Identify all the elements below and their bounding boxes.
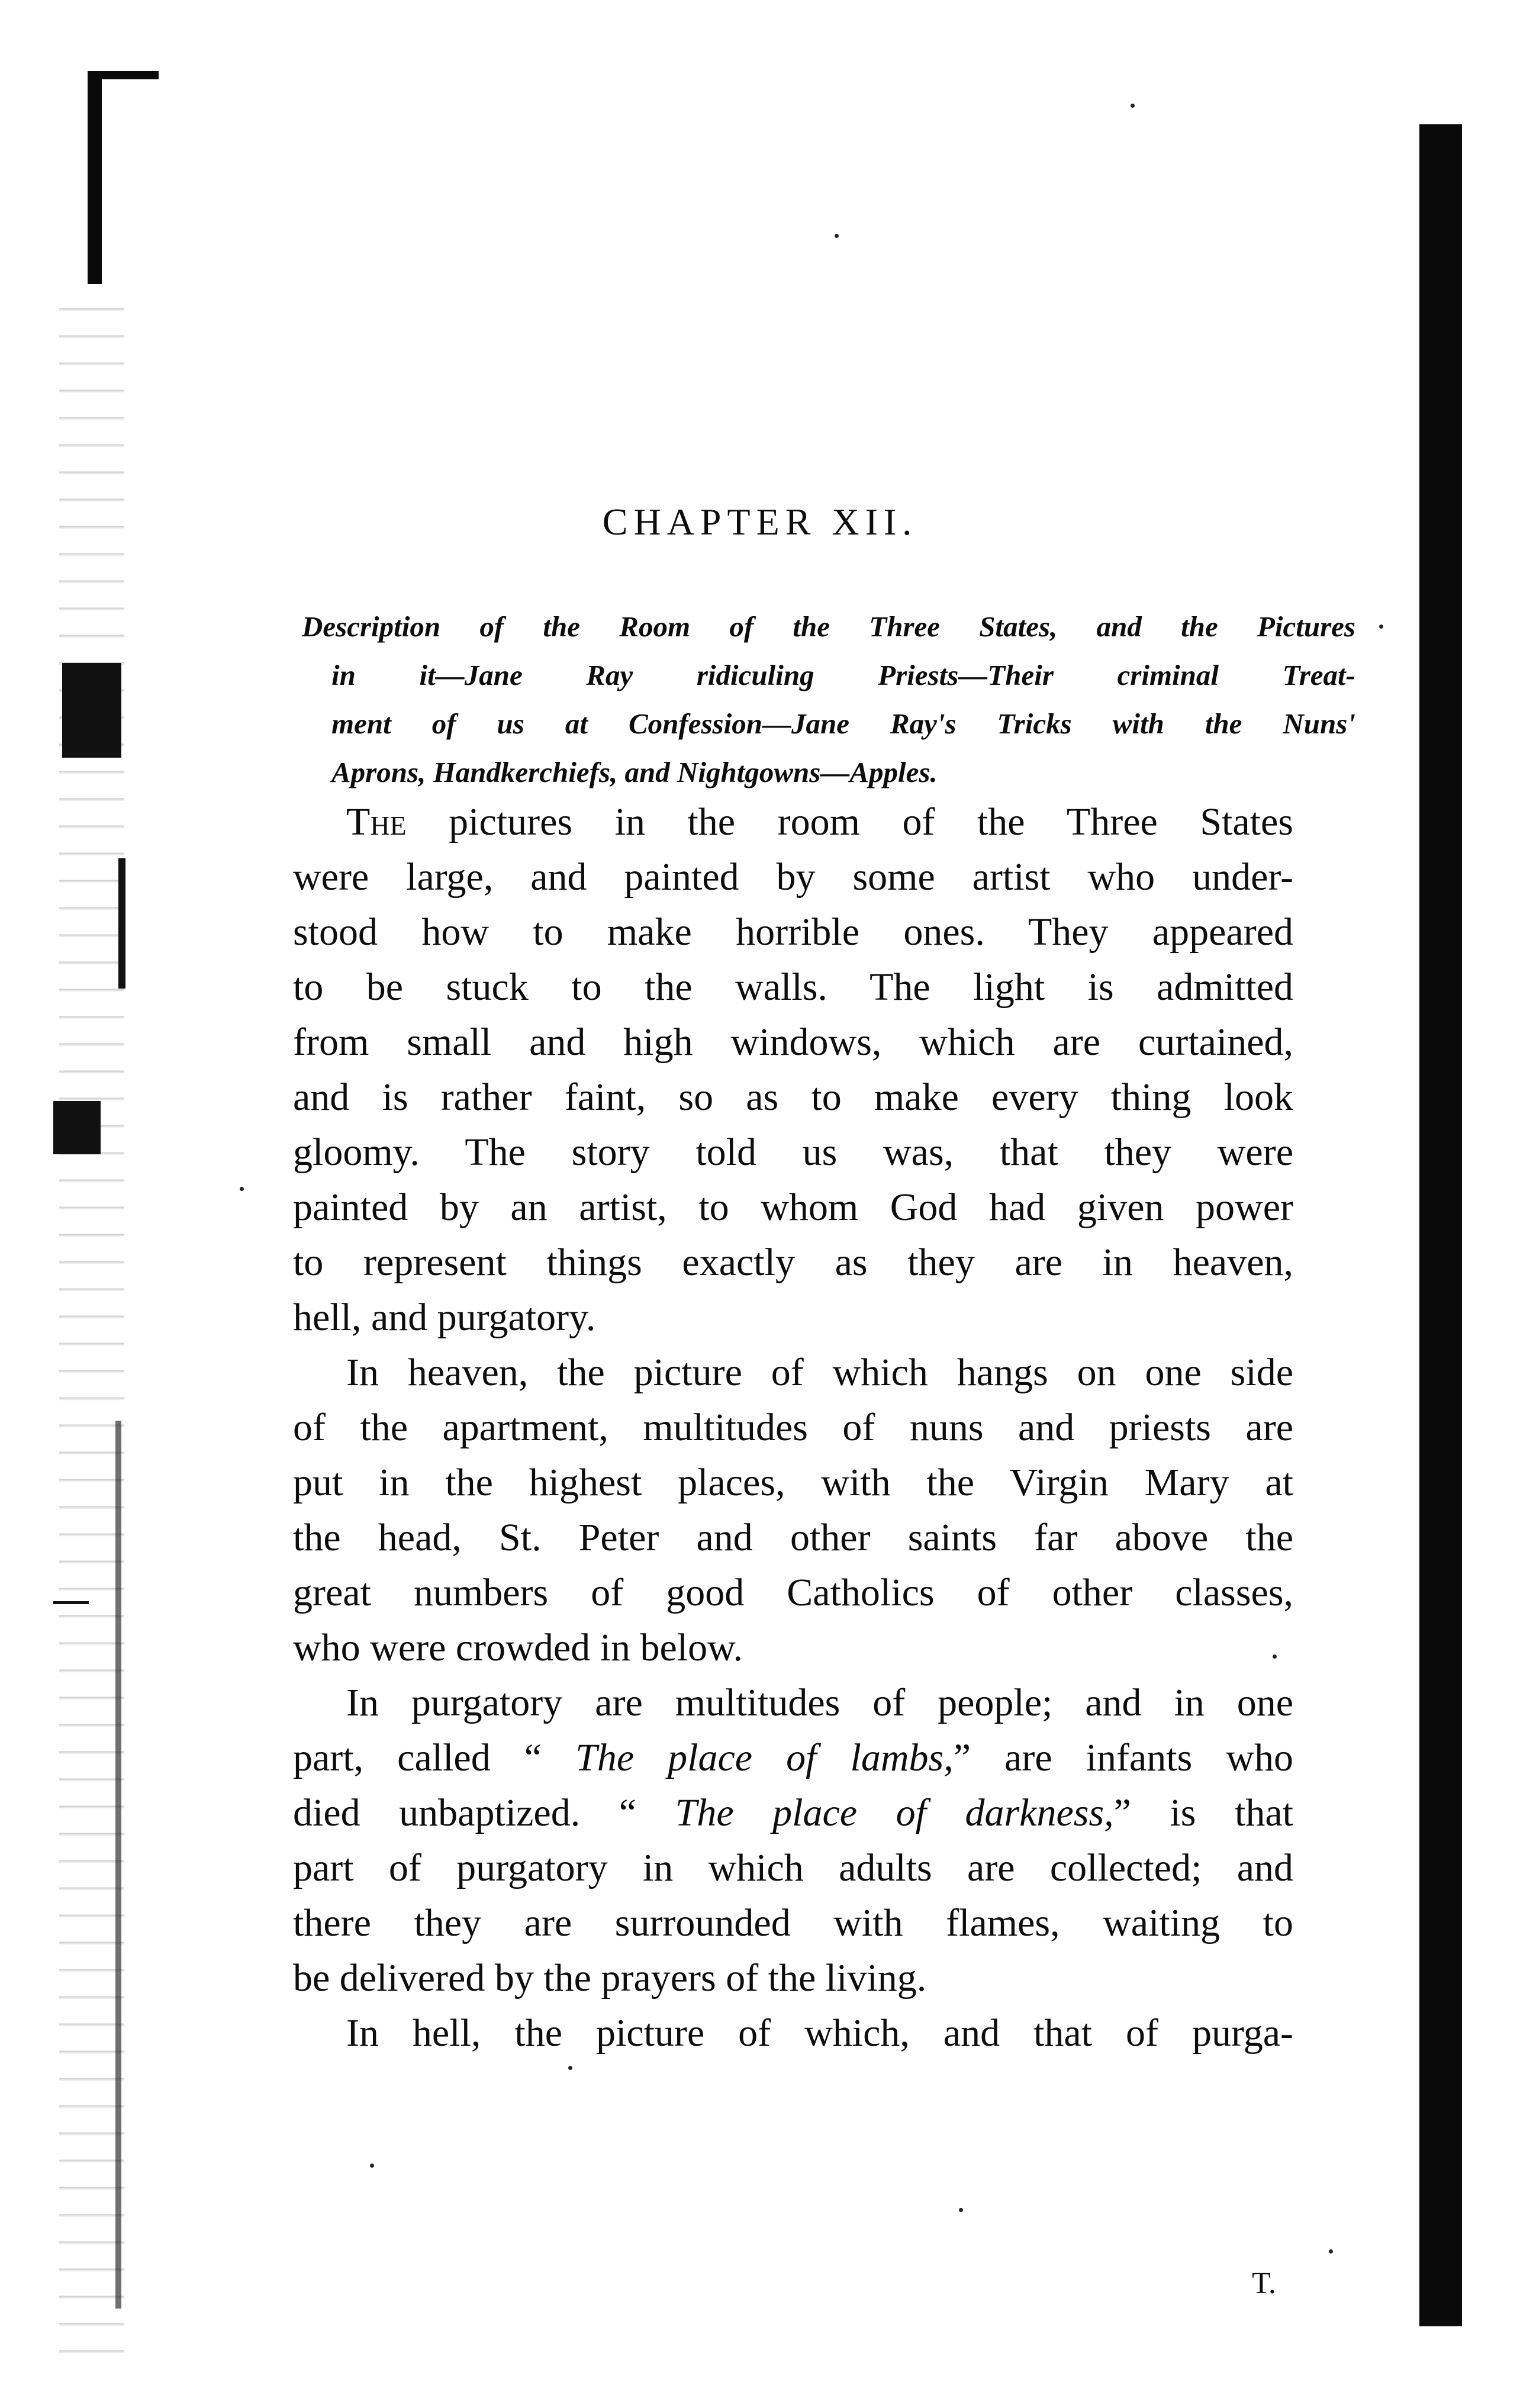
- paragraph-1-line: to be stuck to the walls. The light is admitted: [293, 965, 1293, 1009]
- summary-line: Description of the Room of the Three States, and the Pictures: [302, 610, 1355, 643]
- line-text: died unbaptized. “: [293, 1791, 675, 1834]
- paragraph-2-line: great numbers of good Catholics of other classes,: [293, 1571, 1293, 1614]
- chapter-title: CHAPTER XII.: [602, 501, 918, 543]
- scan-speck: [1131, 104, 1135, 108]
- scan-gutter-block: [115, 1421, 121, 2309]
- paragraph-2-line: of the apartment, multitudes of nuns and priests are: [293, 1406, 1293, 1449]
- line-text: part, called “: [293, 1736, 576, 1779]
- paragraph-1-line: from small and high windows, which are curtained,: [293, 1020, 1293, 1064]
- paragraph-1-line: gloomy. The story told us was, that they were: [293, 1131, 1293, 1174]
- signature-mark: T.: [1252, 2267, 1276, 2300]
- paragraph-2-line: In heaven, the picture of which hangs on one side: [346, 1351, 1293, 1394]
- paragraph-2-line: who were crowded in below.: [293, 1626, 743, 1669]
- scan-speck: [370, 2164, 374, 2168]
- summary-line: in it—Jane Ray ridiculing Priests—Their criminal Treat-: [331, 659, 1355, 691]
- line-text: ” are infants who: [953, 1736, 1293, 1779]
- paragraph-3-line: be delivered by the prayers of the living.: [293, 1956, 927, 2000]
- scan-speck: [1379, 624, 1383, 629]
- paragraph-3-line: part of purgatory in which adults are collected; and: [293, 1846, 1293, 1889]
- scan-gutter-bar: [88, 71, 102, 284]
- paragraph-1-line: stood how to make horrible ones. They appeared: [293, 910, 1293, 954]
- first-line-text: pictures in the room of the Three States: [406, 800, 1293, 844]
- paragraph-3-line: there they are surrounded with flames, waiting to: [293, 1901, 1293, 1945]
- scan-gutter-block: [53, 1601, 89, 1604]
- paragraph-2-line: put in the highest places, with the Virgin Mary at: [293, 1461, 1293, 1504]
- paragraph-3-line: [293, 1730, 1293, 1785]
- scan-speck: [240, 1187, 244, 1191]
- paragraph-1-line: [293, 794, 1293, 849]
- paragraph-1-line: and is rather faint, so as to make every thing look: [293, 1076, 1293, 1119]
- italic-term: The place of lambs,: [575, 1736, 954, 1779]
- opening-word: The: [346, 800, 407, 844]
- body-text: [293, 794, 1293, 2061]
- scan-speck: [959, 2208, 963, 2212]
- scan-speck: [835, 234, 839, 238]
- scan-gutter-noise: [59, 284, 124, 2356]
- chapter-summary: [302, 603, 1355, 797]
- paragraph-1-line: painted by an artist, to whom God had given power: [293, 1186, 1293, 1229]
- scan-right-edge: [1419, 124, 1462, 2326]
- summary-line: ment of us at Confession—Jane Ray's Tricks with the Nuns': [331, 707, 1355, 740]
- scan-speck: [568, 2066, 572, 2070]
- paragraph-2-line: the head, St. Peter and other saints far above the: [293, 1516, 1293, 1559]
- paragraph-3-line: In purgatory are multitudes of people; and in one: [346, 1681, 1293, 1724]
- scan-gutter-block: [118, 858, 125, 989]
- paragraph-1-line: hell, and purgatory.: [293, 1296, 596, 1339]
- italic-term: The place of darkness,: [675, 1791, 1114, 1834]
- paragraph-1-line: to represent things exactly as they are in heaven,: [293, 1241, 1293, 1284]
- scan-gutter-block: [53, 1101, 101, 1154]
- paragraph-4-line: In hell, the picture of which, and that of purga-: [346, 2011, 1293, 2055]
- summary-line: Aprons, Handkerchiefs, and Nightgowns—Apples.: [331, 756, 938, 788]
- scan-speck: [1329, 2249, 1333, 2254]
- paragraph-1-line: were large, and painted by some artist who under-: [293, 855, 1293, 899]
- scan-gutter-block: [62, 663, 121, 758]
- paragraph-3-line: [293, 1785, 1293, 1840]
- line-text: ” is that: [1113, 1791, 1294, 1834]
